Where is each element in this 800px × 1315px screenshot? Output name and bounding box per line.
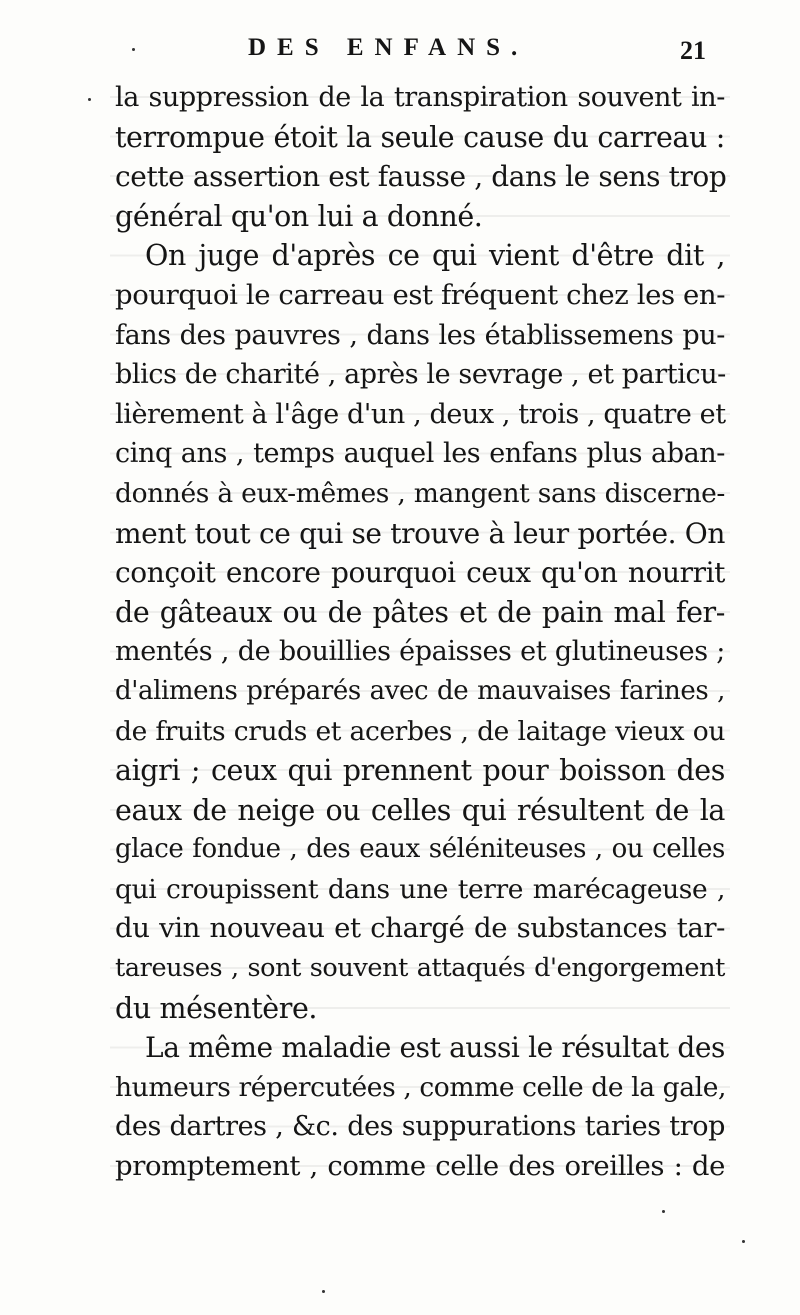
text-line: la suppression de la transpiration souvent in- [115,82,725,113]
ink-speck [88,98,91,101]
text-line: général qu'on lui a donné. [115,199,483,233]
running-title: DES ENFANS. [248,34,529,61]
text-line: mentés , de bouillies épaisses et glutineuses ; [115,636,725,668]
text-line: humeurs répercutées , comme celle de la gale, [115,1071,727,1103]
ink-speck [322,1290,325,1293]
text-line: qui croupissent dans une terre marécageuse , [115,873,725,905]
body-text [115,78,725,1187]
text-line: aigri ; ceux qui prennent pour boisson des [115,754,725,788]
text-line: pourquoi le carreau est fréquent chez les en- [115,278,726,311]
text-line: fans des pauvres , dans les établissemens pu- [115,319,725,351]
text-line: La même maladie est aussi le résultat des [145,1031,725,1065]
text-line: terrompue étoit la seule cause du carreau : [115,120,725,154]
text-line: de fruits cruds et acerbes , de laitage vieux ou [115,715,725,747]
text-line: du mésentère. [115,991,318,1025]
text-line: de gâteaux ou de pâtes et de pain mal fer- [115,595,725,629]
text-line: blics de charité , après le sevrage , et particu- [115,359,726,391]
text-line: eaux de neige ou celles qui résultent de la [115,793,725,827]
text-line: cette assertion est fausse , dans le sens trop [115,160,727,194]
text-line: des dartres , &c. des suppurations taries trop [115,1111,725,1143]
text-line: On juge d'après ce qui vient d'être dit , [145,239,725,273]
text-line: d'alimens préparés avec de mauvaises farines , [115,675,725,706]
text-line: ment tout ce qui se trouve à leur portée. On [115,516,725,550]
ink-speck [742,1240,745,1243]
text-line: du vin nouveau et chargé de substances tar- [115,912,725,945]
text-line: conçoit encore pourquoi ceux qu'on nourrit [115,556,725,590]
ink-speck [662,1210,665,1213]
ink-speck [132,48,135,51]
text-line: glace fondue , des eaux séléniteuses , ou celles [115,834,725,865]
page-header [0,30,800,70]
text-line: donnés à eux-mêmes , mangent sans discerne- [115,477,725,509]
text-line: tareuses , sont souvent attaqués d'engorgement [115,953,725,984]
text-line: cinq ans , temps auquel les enfans plus aban- [115,438,725,470]
page-number: 21 [680,36,706,65]
text-line: lièrement à l'âge d'un , deux , trois , quatre et [115,398,726,430]
text-line: promptement , comme celle des oreilles : de [115,1150,725,1183]
